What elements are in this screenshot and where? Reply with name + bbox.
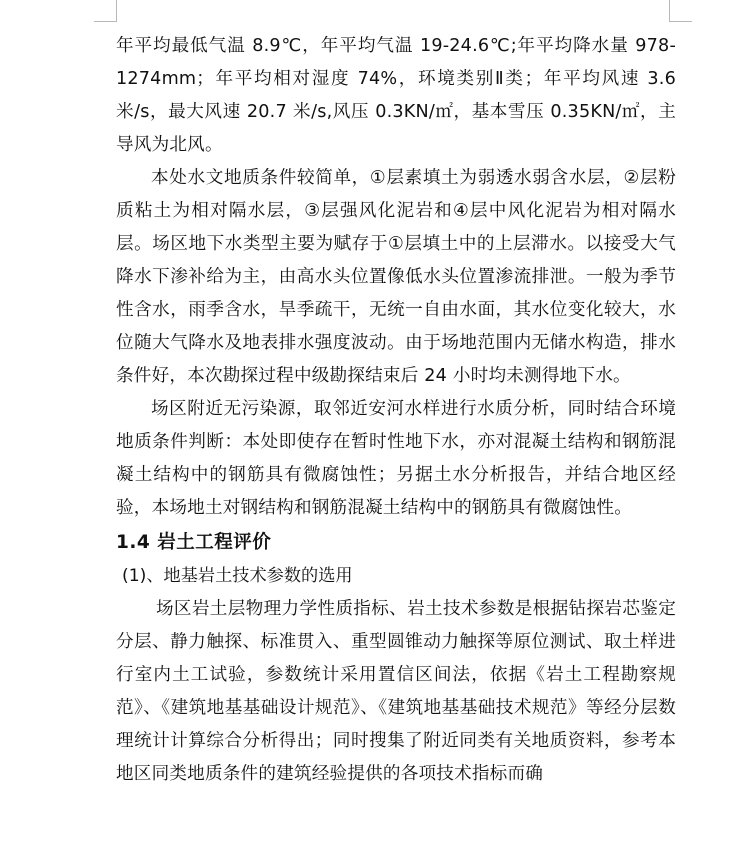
paragraph-hydrogeology: 本处水文地质条件较简单，①层素填土为弱透水弱含水层，②层粉质粘土为相对隔水层，③层强风化泥岩和④层中风化泥岩为相对隔水层。场区地下水类型主要为赋存于①层填土中的上层滞水。以接受大气降水下渗补给为主，由高水头位置像低水头位置渗流排泄。一般为季节性含水，雨季含水，旱季疏干，无统一自由水面，其水位变化较大，水位随大气降水及地表排水强度波动。由于场地范围内无储水构造，排水条件好，本次勘探过程中级勘探结束后 24 小时均未测得地下水。 [116, 168, 676, 386]
document-body[interactable] [116, 30, 676, 791]
paragraph-climate: 年平均最低气温 8.9℃，年平均气温 19-24.6℃;年平均降水量 978-1274mm；年平均相对湿度 74%，环境类别Ⅱ类；年平均风速 3.6 米/s，最大风速 20.7 米/s,风压 0.3KN/㎡，基本雪压 0.35KN/㎡，主导风为北风。 [116, 36, 676, 155]
page-margin-mark-right [669, 0, 692, 22]
section-heading: 1.4 岩土工程评价 [116, 532, 272, 553]
page-margin-mark-left [94, 0, 117, 22]
paragraph-water-quality: 场区附近无污染源，取邻近安河水样进行水质分析，同时结合环境地质条件判断：本处即使存在暂时性地下水，亦对混凝土结构和钢筋混凝土结构中的钢筋具有微腐蚀性；另据土水分析报告，并结合地区经验，本场地土对钢结构和钢筋混凝土结构中的钢筋具有微腐蚀性。 [116, 399, 676, 518]
subsection-heading: (1)、地基岩土技术参数的选用 [122, 566, 353, 586]
paragraph-parameters: 场区岩土层物理力学性质指标、岩土技术参数是根据钻探岩芯鉴定分层、静力触探、标准贯入、重型圆锥动力触探等原位测试、取土样进行室内土工试验，参数统计采用置信区间法，依据《岩土工程勘察规范》、《建筑地基基础设计规范》、《建筑地基基础技术规范》等经分层数理统计计算综合分析得出；同时搜集了附近同类有关地质资料，参考本地区同类地质条件的建筑经验提供的各项技术指标而确 [116, 599, 676, 784]
